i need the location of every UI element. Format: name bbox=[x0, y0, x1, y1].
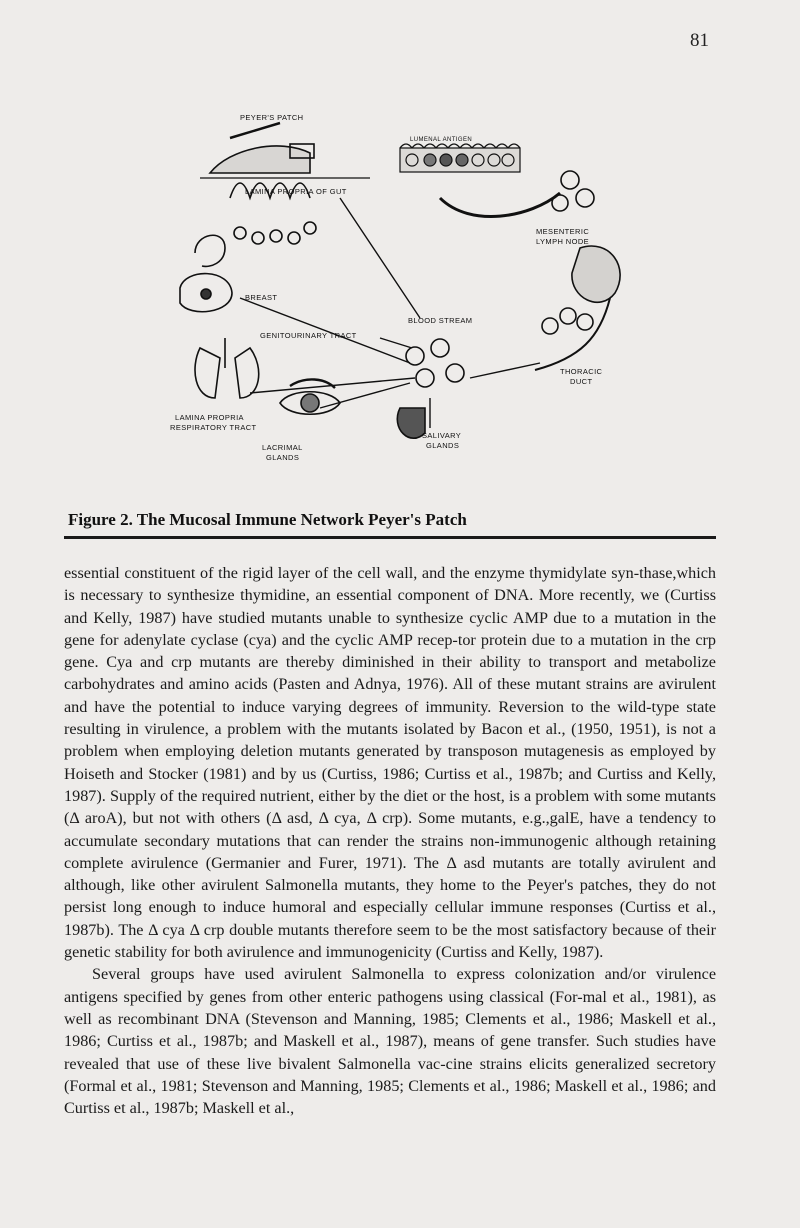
label-salivary: SALIVARY bbox=[422, 431, 462, 440]
label-peyers-patch: PEYER'S PATCH bbox=[240, 113, 304, 122]
lung-left bbox=[195, 348, 220, 398]
label-duct: DUCT bbox=[570, 377, 593, 386]
figure-mucosal-immune-network bbox=[140, 108, 660, 468]
label-lacrimal-glands: GLANDS bbox=[266, 453, 300, 462]
figure-diagram bbox=[140, 108, 660, 468]
paragraph-1: essential constituent of the rigid layer of the cell wall, and the enzyme thymidylate syn-thase,which is necessary to synthesize thymidine, an essential component of DNA. More recently, we (Curtiss and Kelly, 1987) have studied mutants unable to synthesize cyclic AMP due to a mutation in the gene for adenylate cyclase (cya) and the cyclic AMP recep-tor protein due to a mutation in the crp gene. Cya and crp mutants are thereby diminished in their ability to transport and metabolize carbohydrates and amino acids (Pasten and Adnya, 1976). All of these mutant strains are avirulent and have the potential to induce varying degrees of immunity. Reversion to the wild-type state resulting in virulence, a problem with the mutants isolated by Bacon et al., (1950, 1951), is not a problem when employing deletion mutants generated by transposon mutagenesis as employed by Hoiseth and Stocker (1981) and by us (Curtiss, 1986; Curtiss et al., 1987b; and Curtiss and Kelly, 1987). Supply of the required nutrient, either by the diet or the host, is a problem with some mutants (Δ aroA), but not with others (Δ asd, Δ cya, Δ crp). Some mutants, e.g.,galE, have a tendency to accumulate secondary mutations that can render the strains non-immunogenic although retaining complete avirulence (Germanier and Furer, 1971). The Δ asd mutants are totally avirulent and although, like other avirulent Salmonella mutants, they home to the Peyer's patches, they do not persist long enough to induce humoral and especially cellular immune responses (Curtiss et al., 1987b). The Δ cya Δ crp double mutants therefore seem to be the most satisfactory because of their genetic stability for both avirulence and immunogenicity (Curtiss and Kelly, 1987). bbox=[64, 564, 716, 962]
label-mesenteric: MESENTERIC bbox=[536, 227, 590, 236]
page-number: 81 bbox=[690, 30, 709, 51]
label-blood-stream: BLOOD STREAM bbox=[408, 316, 473, 325]
label-luminal-antigen: LUMENAL ANTIGEN bbox=[410, 137, 473, 143]
paragraph-2: Several groups have used avirulent Salmonella to express colonization and/or virulence antigens specified by genes from other enteric pathogens using classical (For-mal et al., 1981), as well as recombinant DNA (Stevenson and Manning, 1985; Clements et al., 1986; Maskell et al., 1986; Curtiss et al., 1987b; and Maskell et al., 1987), means of gene transfer. Such studies have revealed that use of these live bivalent Salmonella vac-cine strains elicits generalized secretory (Formal et al., 1981; Stevenson and Manning, 1985; Clements et al., 1986; Maskell et al., 1986; and Curtiss et al., 1987b; Maskell et al., bbox=[64, 965, 716, 1118]
villi-group bbox=[400, 144, 520, 172]
label-salivary-glands: GLANDS bbox=[426, 441, 460, 450]
label-lamina-propria-gut: LAMINA PROPRIA OF GUT bbox=[245, 187, 347, 196]
peyers-patch-shape bbox=[210, 146, 310, 173]
label-breast: BREAST bbox=[245, 293, 278, 302]
label-thoracic: THORACIC bbox=[560, 367, 603, 376]
figure-caption: Figure 2. The Mucosal Immune Network Peyer's Patch bbox=[68, 510, 467, 529]
head-shape bbox=[195, 235, 225, 266]
mesenteric-node-shape bbox=[572, 246, 620, 302]
caption-rule bbox=[64, 536, 716, 539]
label-lamina-propria: LAMINA PROPRIA bbox=[175, 413, 244, 422]
label-genitourinary: GENITOURINARY TRACT bbox=[260, 331, 357, 340]
label-lacrimal: LACRIMAL bbox=[262, 443, 303, 452]
body-text bbox=[64, 562, 716, 1119]
label-lymph-node: LYMPH NODE bbox=[536, 237, 590, 246]
salivary-shape bbox=[397, 408, 425, 438]
lung-right bbox=[235, 348, 259, 398]
label-respiratory: RESPIRATORY TRACT bbox=[170, 423, 257, 432]
